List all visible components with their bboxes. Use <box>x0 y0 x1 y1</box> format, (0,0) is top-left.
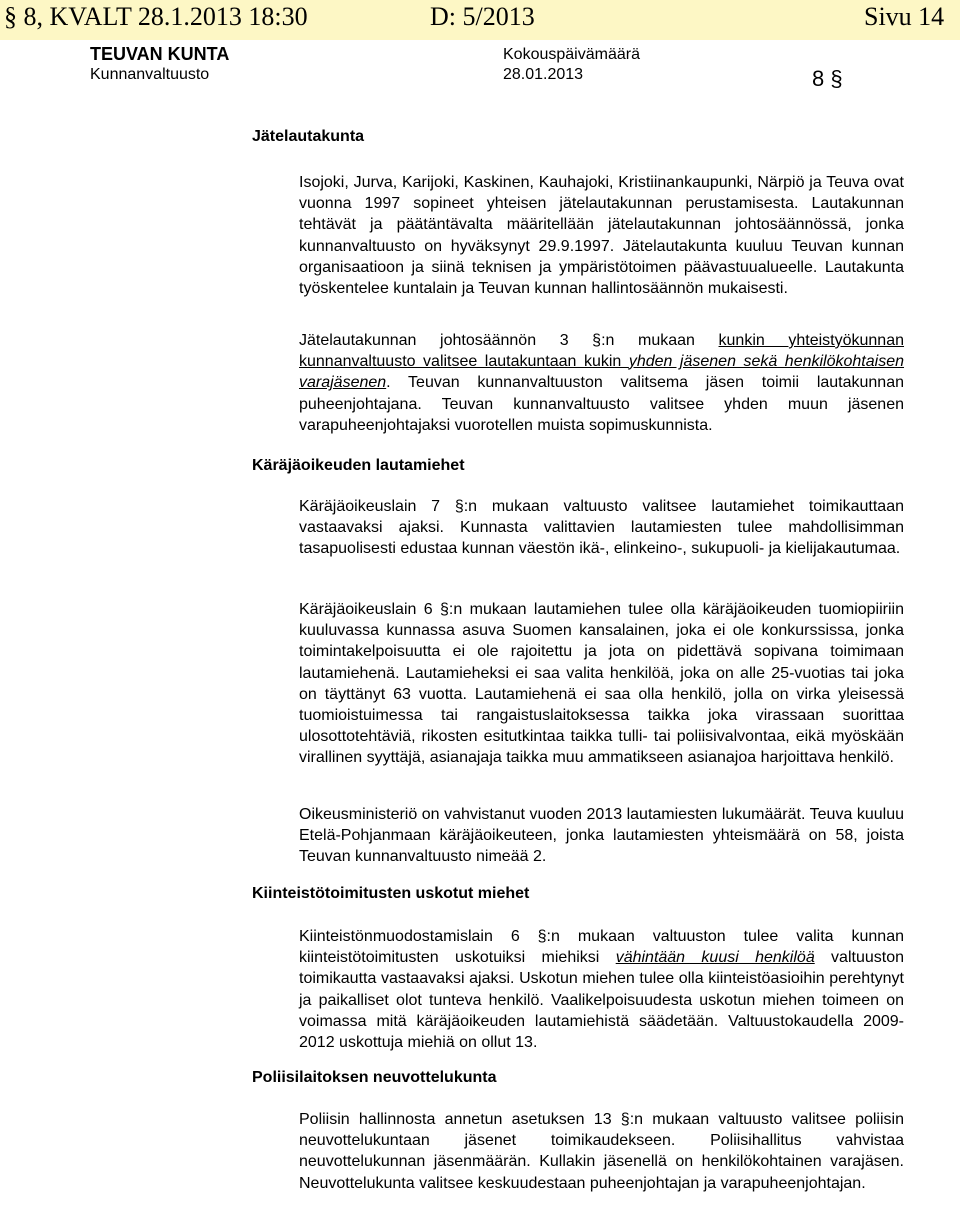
section-title-lautamiehet: Käräjäoikeuden lautamiehet <box>252 457 465 474</box>
text-run: Jätelautakunnan johtosäännön 3 §:n mukaan <box>299 332 719 349</box>
underlined-italic-text: vähintään kuusi henkilöä <box>615 949 815 967</box>
underlined-italic-text: yhden jäsenen sekä henkilökohtaisen varajäsenen <box>299 353 905 392</box>
paragraph: Käräjäoikeuslain 6 §:n mukaan lautamiehen tulee olla käräjäoikeuden tuomiopiiriin kuuluvassa kunnassa asuva Suomen kansalainen, joka ei ole konkurssissa, jonka toimintakelpoisuutta ei ole rajoitettu ja jota on pidettävä sopivana toimimaan lautamiehenä. Lautamieheksi ei saa valita henkilöä, joka on alle 25-vuotias tai joka on täyttänyt 63 vuotta. Lautamiehenä ei saa olla henkilö, jolla on virka yleisessä tuomioistuimessa tai rangaistuslaitoksessa taikka joka virassaan suorittaa ulosottotehtäviä, rikosten esitutkintaa taikka tulli- tai poliisivalvontaa, eikä myöskään virallinen syyttäjä, asianajaja taikka muu ammatikseen asianajoa harjoittava henkilö. <box>299 601 904 767</box>
meeting-body: Kunnanvaltuusto <box>90 66 210 83</box>
section-number: 8 § <box>812 66 843 91</box>
meeting-date: 28.01.2013 <box>503 66 584 83</box>
org-name: TEUVAN KUNTA <box>90 44 230 64</box>
banner-page-number: Sivu 14 <box>864 2 945 31</box>
section-title-uskotut-miehet: Kiinteistötoimitusten uskotut miehet <box>252 885 530 902</box>
paragraph: Poliisin hallinnosta annetun asetuksen 13 §:n mukaan valtuusto valitsee poliisin neuvottelukuntaan jäsenet toimikaudekseen. Poliisihallitus vahvistaa neuvottelukunnan jäsenmäärän. Kullakin jäsenellä on henkilökohtainen varajäsen. Neuvottelukunta valitsee keskuudestaan puheenjohtajan ja varapuheenjohtajan. <box>299 1111 904 1192</box>
document-banner <box>0 0 960 40</box>
section-title-jatelautakunta: Jätelautakunta <box>252 128 365 145</box>
text-run: . Teuvan kunnanvaltuuston valitsema jäsen toimii lautakunnan puheenjohtajana. Teuvan kunnanvaltuusto valitsee yhden muun jäsenen varapuheenjohtajaksi vuorotellen muista sopimuskunnista. <box>299 374 904 434</box>
banner-meeting-info: § 8, KVALT 28.1.2013 18:30 <box>4 2 308 31</box>
paragraph: Käräjäoikeuslain 7 §:n mukaan valtuusto valitsee lautamiehet toimikauttaan vastaavaksi ajaksi. Kunnasta valittavien lautamiesten tulee mahdollisimman tasapuolisesti edustaa kunnan väestön ikä-, elinkeino-, sukupuoli- ja kielijakautumaa. <box>299 498 904 558</box>
underlined-text: kunkin yhteistyökunnan kunnanvaltuusto valitsee lautakuntaan kukin <box>299 332 905 371</box>
paragraph: Isojoki, Jurva, Karijoki, Kaskinen, Kauhajoki, Kristiinankaupunki, Närpiö ja Teuva ovat vuonna 1997 sopineet yhteisen jätelautakunnan perustamisesta. Lautakunnan tehtävät ja päätäntävalta määritellään jätelautakunnan johtosäännössä, jonka kunnanvaltuusto on hyväksynyt 29.9.1997. Jätelautakunta kuuluu Teuvan kunnan organisaatioon ja siinä teknisen ja ympäristötoimen päävastuualueelle. Lautakunta työskentelee kuntalain ja Teuvan kunnan hallintosäännön mukaisesti. <box>299 174 904 298</box>
text-run: Kiinteistönmuodostamislain 6 §:n mukaan valtuuston tulee valita kunnan kiinteistötoimitusten uskotuiksi miehiksi <box>299 928 904 967</box>
section-title-neuvottelukunta: Poliisilaitoksen neuvottelukunta <box>252 1069 497 1086</box>
paragraph <box>299 926 904 1053</box>
paragraph <box>299 330 904 436</box>
paragraph: Oikeusministeriö on vahvistanut vuoden 2013 lautamiesten lukumäärät. Teuva kuuluu Etelä-Pohjanmaan käräjäoikeuteen, jonka lautamiesten yhteismäärä on 58, joista Teuvan kunnanvaltuusto nimeää 2. <box>299 806 904 866</box>
text-run: valtuuston toimikautta vastaavaksi ajaksi. Uskotun miehen tulee olla kiinteistöasioihin perehtynyt ja paikalliset olot tunteva henkilö. Vaalikelpoisuudesta uskotun miehen toimeen on voimassa mitä käräjäoikeuden lautamiehistä säädetään. Valtuustokaudella 2009-2012 uskottuja miehiä on ollut 13. <box>299 949 904 1052</box>
date-label: Kokouspäivämäärä <box>503 46 640 63</box>
banner-diary-number: D: 5/2013 <box>430 2 535 31</box>
